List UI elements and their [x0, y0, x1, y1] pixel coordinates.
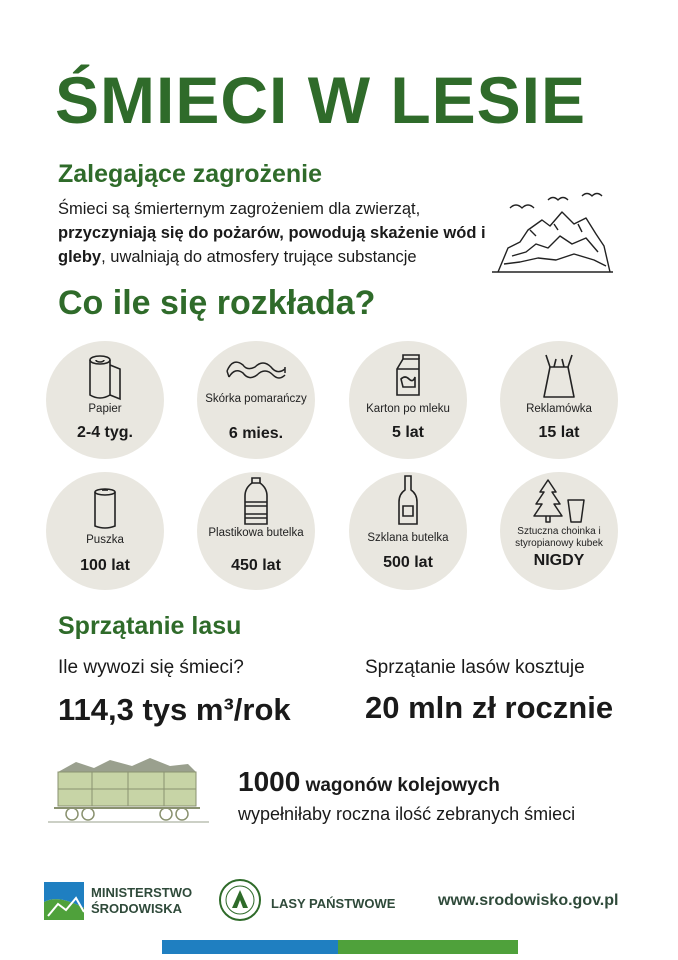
decomposition-item-plastic-bottle	[197, 472, 315, 590]
orange-peel-icon	[223, 353, 289, 393]
plastic-bottle-icon	[231, 476, 281, 528]
ministry-line1: MINISTERSTWO	[91, 885, 193, 900]
wagons-text: wagonów kolejowych	[305, 775, 500, 796]
decomposition-item-milk-carton	[349, 341, 467, 459]
decomposition-item-value: 500 lat	[383, 554, 433, 571]
decomposition-heading: Co ile się rozkłada?	[58, 284, 376, 322]
waste-amount: 114,3 tys m³/rok	[58, 692, 291, 727]
decomposition-item-value: 5 lat	[391, 424, 424, 441]
lasy-panstwowe-name: LASY PAŃSTWOWE	[271, 896, 396, 911]
waste-question: Ile wywozi się śmieci?	[58, 657, 244, 678]
lasy-panstwowe-logo-icon	[218, 878, 262, 922]
decomposition-item-label: Reklamówka	[526, 403, 592, 415]
cleanup-heading: Sprzątanie lasu	[58, 612, 242, 640]
decomposition-item-label: Skórka pomarańczy	[205, 393, 307, 405]
threat-text-bold: przyczyniają się do pożarów, powodują skażenie wód i gleby	[58, 224, 486, 266]
threat-heading: Zalegające zagrożenie	[58, 160, 323, 188]
decomposition-item-glass-bottle	[349, 472, 467, 590]
decomposition-item-label: Sztuczna choinka i styropianowy kubek	[515, 526, 603, 549]
decomposition-item-tree-and-cup	[500, 472, 618, 590]
decomposition-item-value: NIGDY	[533, 552, 585, 569]
plastic-bag-icon	[534, 351, 584, 403]
cleanup-cost-value: 20 mln zł rocznie	[365, 690, 614, 725]
can-icon	[80, 482, 130, 534]
footer-bar-green	[338, 940, 518, 954]
wagons-number: 1000	[238, 766, 301, 797]
ministry-logo-icon	[44, 882, 84, 920]
decomposition-item-value: 100 lat	[80, 557, 130, 574]
threat-description	[58, 197, 488, 269]
decomposition-item-can	[46, 472, 164, 590]
threat-text-start: Śmieci są śmierternym zagrożeniem dla zwierząt,	[58, 200, 421, 218]
decomposition-item-label: Karton po mleku	[366, 403, 450, 415]
threat-text-end: , uwalniają do atmosfery trujące substancje	[101, 248, 417, 266]
landfill-illustration-icon	[490, 190, 615, 280]
website-link[interactable]: www.srodowisko.gov.pl	[438, 892, 619, 909]
railway-wagon-icon	[46, 752, 211, 830]
decomposition-item-orange-peel	[197, 341, 315, 459]
wagons-caption: wypełniłaby roczna ilość zebranych śmieci	[238, 804, 576, 824]
decomposition-item-label: Szklana butelka	[367, 532, 449, 544]
cleanup-cost-label: Sprzątanie lasów kosztuje	[365, 657, 585, 678]
wagons-headline	[238, 766, 500, 798]
ministry-name	[91, 885, 192, 917]
page-title: ŚMIECI W LESIE	[55, 63, 587, 137]
paper-roll-icon	[80, 351, 130, 403]
decomposition-item-paper	[46, 341, 164, 459]
footer-bar-blue	[162, 940, 338, 954]
decomposition-item-label: Papier	[88, 403, 122, 415]
decomposition-item-value: 6 mies.	[228, 425, 284, 442]
decomposition-item-value: 2-4 tyg.	[76, 424, 133, 441]
decomposition-item-label: Plastikowa butelka	[208, 527, 304, 539]
ministry-line2: ŚRODOWISKA	[91, 901, 182, 916]
christmas-tree-cup-icon	[530, 478, 588, 524]
decomposition-item-value: 450 lat	[231, 557, 281, 574]
glass-bottle-icon	[383, 474, 433, 526]
decomposition-item-value: 15 lat	[538, 424, 580, 441]
milk-carton-icon	[383, 351, 433, 403]
decomposition-item-plastic-bag	[500, 341, 618, 459]
decomposition-item-label: Puszka	[86, 534, 124, 546]
